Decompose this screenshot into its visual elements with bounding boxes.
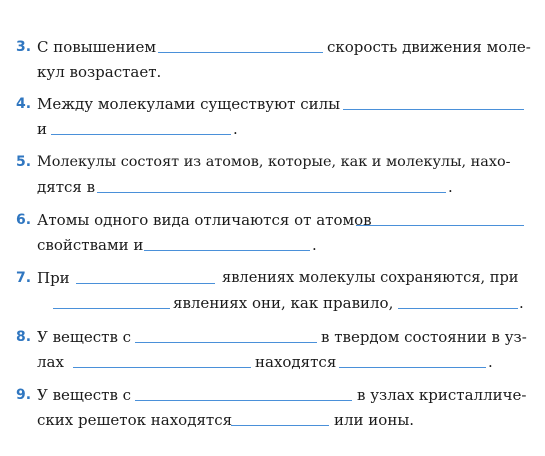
item-text: скорость движения моле- <box>327 38 531 56</box>
answer-blank[interactable] <box>343 109 524 110</box>
item-text: У веществ с <box>37 328 132 346</box>
item-number: 4. <box>16 96 32 112</box>
item-text: Молекулы состоят из атомов, которые, как и молекулы, нахо- <box>37 154 511 170</box>
item-text: . <box>448 178 453 196</box>
item-text: При <box>37 269 70 287</box>
item-text: в узлах кристалличе- <box>357 386 527 404</box>
item-text: свойствами и <box>37 236 144 254</box>
item-text: У веществ с <box>37 386 132 404</box>
item-number: 7. <box>16 270 32 286</box>
item-number: 9. <box>16 387 32 403</box>
item-text: Атомы одного вида отличаются от атомов <box>37 211 372 229</box>
answer-blank[interactable] <box>144 250 310 251</box>
item-text: явлениях они, как правило, <box>173 294 394 312</box>
item-text: и <box>37 120 47 138</box>
item-text: . <box>312 236 317 254</box>
item-text: ских решеток находятся <box>37 411 233 429</box>
answer-blank[interactable] <box>51 134 231 135</box>
answer-blank[interactable] <box>76 283 215 284</box>
answer-blank[interactable] <box>135 342 317 343</box>
item-text: . <box>233 120 238 138</box>
item-text: . <box>519 294 524 312</box>
answer-blank[interactable] <box>158 52 323 53</box>
item-text: находятся <box>255 353 337 371</box>
item-number: 6. <box>16 212 32 228</box>
item-text: или ионы. <box>334 411 415 429</box>
answer-blank[interactable] <box>231 425 329 426</box>
item-text: лах <box>37 353 64 371</box>
item-text: дятся в <box>37 178 96 196</box>
item-number: 3. <box>16 39 32 55</box>
item-number: 8. <box>16 329 32 345</box>
item-number: 5. <box>16 154 32 170</box>
item-text: С повышением <box>37 38 157 56</box>
item-text: кул возрастает. <box>37 63 162 81</box>
answer-blank[interactable] <box>53 308 170 309</box>
item-text: Между молекулами существуют силы <box>37 95 341 113</box>
answer-blank[interactable] <box>97 192 446 193</box>
item-text: явлениях молекулы сохраняются, при <box>222 269 519 286</box>
answer-blank[interactable] <box>135 400 352 401</box>
answer-blank[interactable] <box>339 367 486 368</box>
item-text: в твердом состоянии в уз- <box>321 328 527 346</box>
answer-blank[interactable] <box>398 308 518 309</box>
answer-blank[interactable] <box>356 225 524 226</box>
item-text: . <box>488 353 493 371</box>
answer-blank[interactable] <box>73 367 251 368</box>
